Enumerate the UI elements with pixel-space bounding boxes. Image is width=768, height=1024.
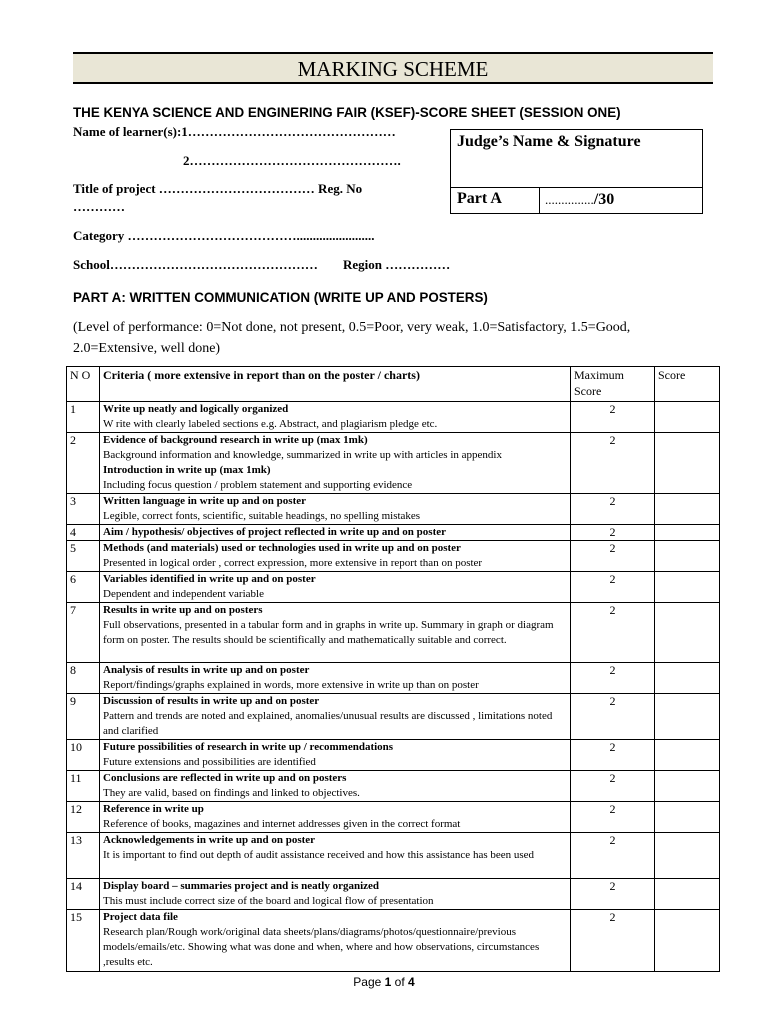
row-number: 4 xyxy=(67,525,100,541)
judge-box-divider xyxy=(539,188,540,214)
criterion-description: Dependent and independent variable xyxy=(103,588,264,600)
marking-scheme-banner xyxy=(73,52,713,84)
criterion-cell xyxy=(100,663,571,694)
row-number: 15 xyxy=(67,910,100,972)
criterion-title: Project data file xyxy=(103,911,178,923)
region-line: Region …………… xyxy=(343,257,451,272)
score-input-cell[interactable] xyxy=(655,802,720,833)
judge-box xyxy=(450,129,703,214)
max-score-cell: 2 xyxy=(571,879,655,910)
page-number: Page 1 of 4 xyxy=(353,975,415,989)
school-line: School………………………………………… xyxy=(73,257,318,272)
score-input-cell[interactable] xyxy=(655,402,720,433)
score-input-cell[interactable] xyxy=(655,494,720,525)
score-input-cell[interactable] xyxy=(655,433,720,494)
max-score-cell: 2 xyxy=(571,541,655,572)
row-number: 10 xyxy=(67,740,100,771)
header-max-score: Maximum Score xyxy=(571,367,655,402)
row-number: 12 xyxy=(67,802,100,833)
criterion-description: Report/findings/graphs explained in words, more extensive in write up than on poster xyxy=(103,679,479,691)
criterion-cell xyxy=(100,525,571,541)
max-score-cell: 2 xyxy=(571,525,655,541)
table-row xyxy=(67,572,720,603)
criterion-cell xyxy=(100,879,571,910)
score-sheet-subtitle: THE KENYA SCIENCE AND ENGINERING FAIR (KSEF)-SCORE SHEET (SESSION ONE) xyxy=(73,105,621,120)
criterion-title: Acknowledgements in write up and on poster xyxy=(103,834,316,846)
score-input-cell[interactable] xyxy=(655,694,720,740)
header-score: Score xyxy=(655,367,720,402)
table-row xyxy=(67,603,720,663)
table-row xyxy=(67,541,720,572)
criterion-cell xyxy=(100,694,571,740)
score-max: /30 xyxy=(593,191,615,208)
row-number: 11 xyxy=(67,771,100,802)
part-a-label: Part A xyxy=(457,190,502,207)
criterion-description: Background information and knowledge, summarized in write up with articles in appendix xyxy=(103,449,502,461)
criterion-cell xyxy=(100,402,571,433)
max-score-cell: 2 xyxy=(571,603,655,663)
score-input-cell[interactable] xyxy=(655,879,720,910)
category-line: Category …………………………………........................ xyxy=(73,228,375,243)
judge-name-signature-label: Judge’s Name & Signature xyxy=(457,133,641,150)
score-input-cell[interactable] xyxy=(655,541,720,572)
score-input-cell[interactable] xyxy=(655,771,720,802)
score-input-cell[interactable] xyxy=(655,833,720,879)
project-title-line-cont: ………… xyxy=(73,199,125,214)
criterion-description: Future extensions and possibilities are identified xyxy=(103,756,316,768)
criterion-cell xyxy=(100,494,571,525)
row-number: 9 xyxy=(67,694,100,740)
banner-title: MARKING SCHEME xyxy=(297,57,489,81)
part-a-title: PART A: WRITTEN COMMUNICATION (WRITE UP AND POSTERS) xyxy=(73,290,488,305)
criterion-description: Reference of books, magazines and internet addresses given in the correct format xyxy=(103,818,461,830)
score-dots: ............... xyxy=(545,192,594,207)
row-number: 13 xyxy=(67,833,100,879)
criterion-title: Discussion of results in write up and on poster xyxy=(103,695,320,707)
table-row xyxy=(67,879,720,910)
criteria-table xyxy=(66,366,720,972)
score-input-cell[interactable] xyxy=(655,525,720,541)
learner-name-line-1: Name of learner(s):1………………………………………… xyxy=(73,124,396,139)
criterion-title: Results in write up and on posters xyxy=(103,604,263,616)
header-criteria: Criteria ( more extensive in report than on the poster / charts) xyxy=(100,367,571,402)
max-score-cell: 2 xyxy=(571,663,655,694)
criterion-description: Including focus question / problem statement and supporting evidence xyxy=(103,479,413,491)
criterion-description: W rite with clearly labeled sections e.g. Abstract, and plagiarism pledge etc. xyxy=(103,418,438,430)
criterion-cell xyxy=(100,740,571,771)
max-score-cell: 2 xyxy=(571,694,655,740)
row-number: 5 xyxy=(67,541,100,572)
score-input-cell[interactable] xyxy=(655,740,720,771)
score-input-cell[interactable] xyxy=(655,910,720,972)
criterion-description: Full observations, presented in a tabular form and in graphs in write up. Summary in graph or diagram form on poster. The results should be scientifically and mathematically suitable and correct. xyxy=(103,619,554,646)
criterion-cell xyxy=(100,802,571,833)
score-input-cell[interactable] xyxy=(655,572,720,603)
criterion-title: Introduction in write up (max 1mk) xyxy=(103,464,271,476)
part-a-score-row xyxy=(451,187,702,214)
criterion-title: Methods (and materials) used or technologies used in write up and on poster xyxy=(103,542,461,554)
max-score-cell: 2 xyxy=(571,402,655,433)
criterion-cell xyxy=(100,572,571,603)
max-score-cell: 2 xyxy=(571,433,655,494)
criterion-description: Legible, correct fonts, scientific, suitable headings, no spelling mistakes xyxy=(103,510,421,522)
criterion-cell xyxy=(100,833,571,879)
criterion-title: Conclusions are reflected in write up and on posters xyxy=(103,772,347,784)
table-row xyxy=(67,771,720,802)
max-score-cell: 2 xyxy=(571,494,655,525)
max-score-cell: 2 xyxy=(571,572,655,603)
table-row xyxy=(67,494,720,525)
criterion-title: Written language in write up and on poster xyxy=(103,495,307,507)
criterion-title: Variables identified in write up and on poster xyxy=(103,573,316,585)
criterion-title: Aim / hypothesis/ objectives of project reflected in write up and on poster xyxy=(103,526,447,538)
performance-levels: (Level of performance: 0=Not done, not present, 0.5=Poor, very weak, 1.0=Satisfactory, 1.5=Good, 2.0=Extensive, well done) xyxy=(73,320,631,356)
table-row xyxy=(67,663,720,694)
max-score-cell: 2 xyxy=(571,833,655,879)
criterion-description: Presented in logical order , correct expression, more extensive in report than on poster xyxy=(103,557,483,569)
table-row xyxy=(67,802,720,833)
table-row xyxy=(67,833,720,879)
row-number: 14 xyxy=(67,879,100,910)
row-number: 6 xyxy=(67,572,100,603)
criterion-description: It is important to find out depth of audit assistance received and how this assistance has been used xyxy=(103,849,535,861)
max-score-cell: 2 xyxy=(571,740,655,771)
criterion-cell xyxy=(100,603,571,663)
table-row xyxy=(67,740,720,771)
row-number: 7 xyxy=(67,603,100,663)
criterion-title: Evidence of background research in write up (max 1mk) xyxy=(103,434,368,446)
header-no: N O xyxy=(67,367,100,402)
criterion-description: They are valid, based on findings and linked to objectives. xyxy=(103,787,360,799)
criterion-cell xyxy=(100,771,571,802)
score-input-cell[interactable] xyxy=(655,603,720,663)
criterion-title: Display board – summaries project and is neatly organized xyxy=(103,880,380,892)
table-row xyxy=(67,694,720,740)
criterion-cell xyxy=(100,541,571,572)
table-row xyxy=(67,433,720,494)
criterion-description: Pattern and trends are noted and explained, anomalies/unusual results are discussed , limitations noted and clarified xyxy=(103,710,553,737)
score-input-cell[interactable] xyxy=(655,663,720,694)
max-score-cell: 2 xyxy=(571,771,655,802)
row-number: 8 xyxy=(67,663,100,694)
criterion-cell xyxy=(100,910,571,972)
row-number: 3 xyxy=(67,494,100,525)
criterion-description: Research plan/Rough work/original data sheets/plans/diagrams/photos/questionnaire/previous models/emails/etc. Showing what was done and when, where and how observations, circumstances ,results etc. xyxy=(103,926,540,968)
criterion-title: Analysis of results in write up and on poster xyxy=(103,664,310,676)
row-number: 1 xyxy=(67,402,100,433)
table-row xyxy=(67,910,720,972)
part-a-score-field[interactable] xyxy=(545,191,614,209)
project-title-line: Title of project ……………………………… Reg. No xyxy=(73,181,363,196)
criterion-title: Reference in write up xyxy=(103,803,204,815)
table-row xyxy=(67,525,720,541)
table-header-row xyxy=(67,367,720,402)
learner-name-line-2: 2…………………………………………. xyxy=(183,153,401,168)
criterion-title: Future possibilities of research in write up / recommendations xyxy=(103,741,394,753)
criterion-description: This must include correct size of the board and logical flow of presentation xyxy=(103,895,434,907)
criterion-cell xyxy=(100,433,571,494)
table-row xyxy=(67,402,720,433)
max-score-cell: 2 xyxy=(571,802,655,833)
max-score-cell: 2 xyxy=(571,910,655,972)
criterion-title: Write up neatly and logically organized xyxy=(103,403,289,415)
row-number: 2 xyxy=(67,433,100,494)
